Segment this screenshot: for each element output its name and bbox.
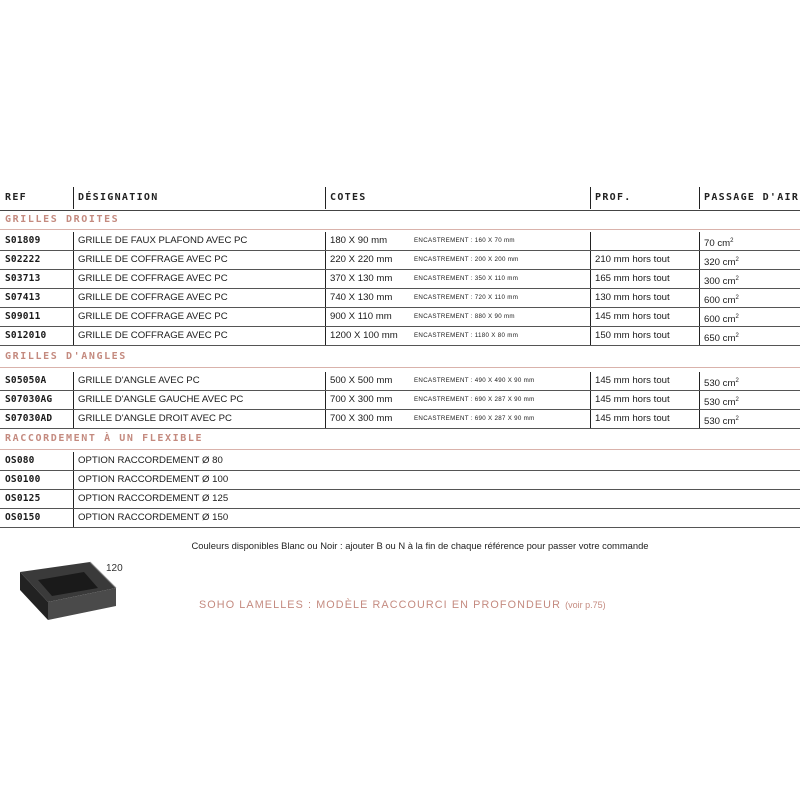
passage-value: 600 cm [704, 295, 736, 307]
cotes-value: 740 X 130 mm [330, 292, 393, 303]
cell-cotes [325, 289, 593, 307]
section-divider [0, 229, 800, 230]
cell-passage [699, 410, 800, 428]
unit-superscript: 2 [735, 416, 739, 422]
color-availability-note: Couleurs disponibles Blanc ou Noir : ajouter B ou N à la fin de chaque référence pour passer votre commande [191, 540, 649, 551]
cotes-value: 370 X 130 mm [330, 273, 393, 284]
cotes-value: 180 X 90 mm [330, 235, 388, 246]
cell-ref: S07030AG [5, 394, 53, 405]
cell-prof: 165 mm hors tout [590, 270, 701, 288]
soho-lamelles-caption [199, 599, 606, 611]
dimension-label: 120 [106, 563, 123, 574]
table-row [0, 372, 800, 391]
cell-cotes [325, 410, 593, 428]
section-title-grilles-droites: GRILLES DROITES [5, 214, 120, 225]
cell-ref: S012010 [5, 330, 47, 341]
cell-passage [699, 270, 800, 288]
cell-designation: GRILLE DE COFFRAGE AVEC PC [73, 327, 328, 345]
cell-prof [590, 232, 701, 250]
encastrement-value: ENCASTREMENT : 690 X 287 X 90 mm [414, 396, 535, 403]
cell-ref: OS080 [5, 455, 35, 466]
cell-prof: 150 mm hors tout [590, 327, 701, 345]
cell-designation: GRILLE DE COFFRAGE AVEC PC [73, 289, 328, 307]
cell-cotes [325, 308, 593, 326]
cell-cotes [325, 270, 593, 288]
passage-value: 530 cm [704, 378, 736, 390]
cell-prof: 130 mm hors tout [590, 289, 701, 307]
cell-designation: GRILLE D'ANGLE DROIT AVEC PC [73, 410, 328, 428]
section-title-grilles-angles: GRILLES D'ANGLES [5, 351, 127, 362]
cell-designation: OPTION RACCORDEMENT Ø 150 [73, 509, 798, 527]
encastrement-value: ENCASTREMENT : 160 X 70 mm [414, 237, 515, 244]
cell-passage [699, 251, 800, 269]
header-designation: DÉSIGNATION [73, 187, 159, 209]
cotes-value: 1200 X 100 mm [330, 330, 398, 341]
passage-value: 600 cm [704, 314, 736, 326]
row-divider [0, 428, 800, 429]
cell-ref: S07413 [5, 292, 41, 303]
table-row [0, 509, 800, 528]
soho-page-ref: (voir p.75) [565, 600, 606, 610]
cell-ref: OS0150 [5, 512, 41, 523]
table-row [0, 490, 800, 509]
encastrement-value: ENCASTREMENT : 350 X 110 mm [414, 275, 519, 282]
cell-designation: GRILLE D'ANGLE AVEC PC [73, 372, 328, 390]
unit-superscript: 2 [735, 276, 739, 282]
unit-superscript: 2 [735, 333, 739, 339]
cell-designation: GRILLE DE COFFRAGE AVEC PC [73, 308, 328, 326]
unit-superscript: 2 [735, 295, 739, 301]
cell-ref: S03713 [5, 273, 41, 284]
cell-cotes [325, 391, 593, 409]
table-row [0, 270, 800, 289]
passage-value: 530 cm [704, 397, 736, 409]
cell-designation: GRILLE D'ANGLE GAUCHE AVEC PC [73, 391, 328, 409]
cell-passage [699, 289, 800, 307]
cell-designation: OPTION RACCORDEMENT Ø 125 [73, 490, 798, 508]
table-row [0, 471, 800, 490]
table-row [0, 391, 800, 410]
unit-superscript: 2 [735, 314, 739, 320]
soho-title: SOHO LAMELLES : MODÈLE RACCOURCI EN PROFONDEUR [199, 599, 561, 611]
cotes-value: 700 X 300 mm [330, 413, 393, 424]
table-row [0, 308, 800, 327]
section-divider [0, 367, 800, 368]
passage-value: 650 cm [704, 333, 736, 345]
encastrement-value: ENCASTREMENT : 490 X 490 X 90 mm [414, 377, 535, 384]
cell-ref: S05050A [5, 375, 47, 386]
passage-value: 530 cm [704, 416, 736, 428]
table-row [0, 452, 800, 471]
header-passage-air: PASSAGE D'AIR [699, 187, 799, 209]
cell-ref: S09011 [5, 311, 41, 322]
row-divider [0, 527, 800, 528]
cell-passage [699, 391, 800, 409]
cell-passage [699, 372, 800, 390]
encastrement-value: ENCASTREMENT : 720 X 110 mm [414, 294, 519, 301]
cotes-value: 700 X 300 mm [330, 394, 393, 405]
cell-prof: 145 mm hors tout [590, 391, 701, 409]
cell-designation: OPTION RACCORDEMENT Ø 80 [73, 452, 798, 470]
unit-superscript: 2 [730, 238, 734, 244]
cell-ref: OS0125 [5, 493, 41, 504]
cell-ref: S01809 [5, 235, 41, 246]
encastrement-value: ENCASTREMENT : 200 X 200 mm [414, 256, 519, 263]
section-title-raccordement: RACCORDEMENT À UN FLEXIBLE [5, 433, 204, 444]
cell-cotes [325, 327, 593, 345]
header-cotes: COTES [325, 187, 367, 209]
table-row [0, 327, 800, 346]
cell-prof: 145 mm hors tout [590, 372, 701, 390]
cell-prof: 210 mm hors tout [590, 251, 701, 269]
cell-designation: GRILLE DE FAUX PLAFOND AVEC PC [73, 232, 328, 250]
cell-prof: 145 mm hors tout [590, 308, 701, 326]
cell-designation: GRILLE DE COFFRAGE AVEC PC [73, 251, 328, 269]
cotes-value: 500 X 500 mm [330, 375, 393, 386]
table-row [0, 289, 800, 308]
table-row [0, 251, 800, 270]
passage-value: 300 cm [704, 276, 736, 288]
encastrement-value: ENCASTREMENT : 690 X 287 X 90 mm [414, 415, 535, 422]
section-divider [0, 449, 800, 450]
cell-passage [699, 308, 800, 326]
header-ref: REF [5, 192, 27, 203]
cell-designation: OPTION RACCORDEMENT Ø 100 [73, 471, 798, 489]
cell-prof: 145 mm hors tout [590, 410, 701, 428]
cell-cotes [325, 251, 593, 269]
encastrement-value: ENCASTREMENT : 1180 X 80 mm [414, 332, 519, 339]
row-divider [0, 345, 800, 346]
cell-passage [699, 327, 800, 345]
cotes-value: 900 X 110 mm [330, 311, 392, 322]
unit-superscript: 2 [735, 397, 739, 403]
passage-value: 320 cm [704, 257, 736, 269]
passage-value: 70 cm [704, 238, 731, 250]
cell-ref: S02222 [5, 254, 41, 265]
unit-superscript: 2 [735, 257, 739, 263]
cotes-value: 220 X 220 mm [330, 254, 393, 265]
cell-designation: GRILLE DE COFFRAGE AVEC PC [73, 270, 328, 288]
encastrement-value: ENCASTREMENT : 880 X 90 mm [414, 313, 515, 320]
table-row [0, 232, 800, 251]
table-row [0, 410, 800, 429]
cell-ref: OS0100 [5, 474, 41, 485]
cell-passage [699, 232, 800, 250]
unit-superscript: 2 [735, 378, 739, 384]
header-divider [0, 210, 800, 211]
header-prof: PROF. [590, 187, 632, 209]
cell-cotes [325, 232, 593, 250]
cell-ref: S07030AD [5, 413, 53, 424]
cell-cotes [325, 372, 593, 390]
